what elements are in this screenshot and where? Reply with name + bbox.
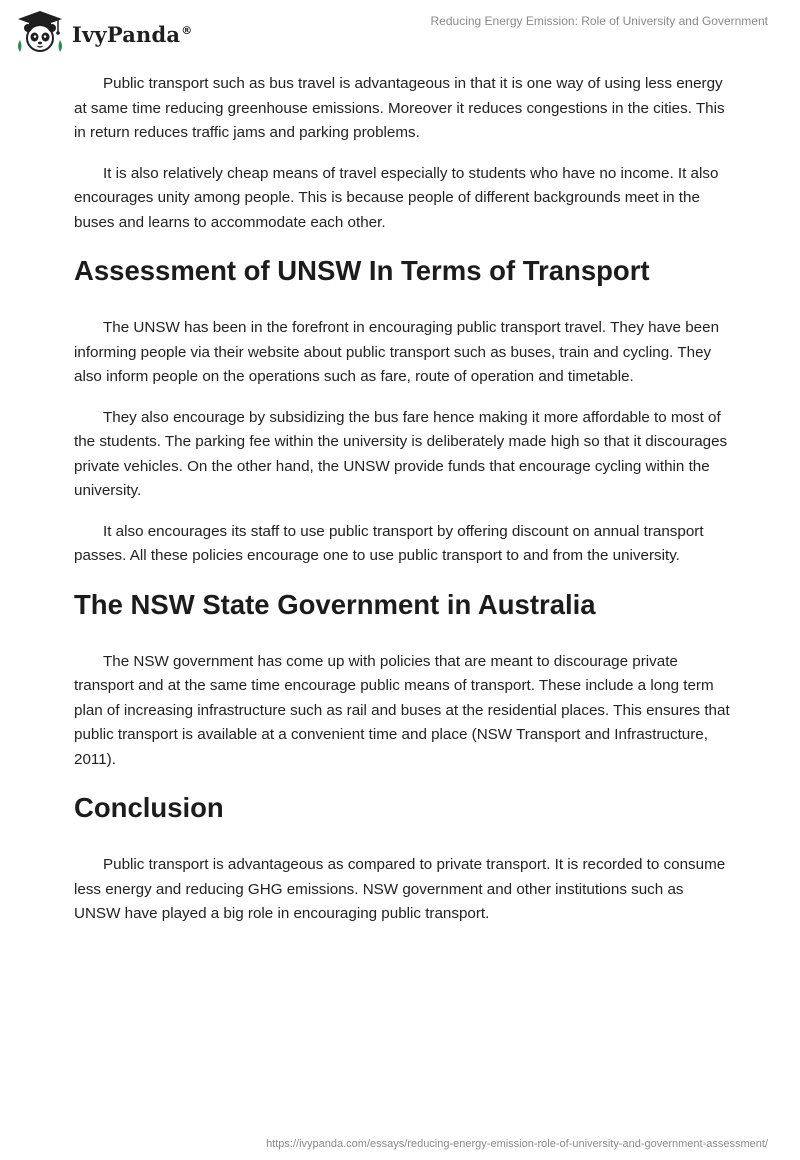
paragraph: The NSW government has come up with policies that are meant to discourage private transport and at the same time encourage public means of transport. These include a long term plan of increasing infrastructure such as rail and buses at the residential places. This ensures that public transport is available at a convenient time and place (NSW Transport and Infrastructure, 2011). [74, 652, 730, 768]
essay-content [74, 72, 734, 943]
panda-graduate-icon [14, 10, 66, 54]
paragraph: They also encourage by subsidizing the bus fare hence making it more affordable to most of the students. The parking fee within the university is deliberately made high so that it discourages private vehicles. On the other hand, the UNSW provide funds that encourage cycling within the university. [74, 408, 728, 499]
document-title: Reducing Energy Emission: Role of University and Government [430, 14, 768, 28]
logo-text: IvyPanda® [72, 21, 193, 47]
paragraph: Public transport is advantageous as compared to private transport. It is recorded to consume less energy and reducing GHG emissions. NSW government and other institutions such as UNSW have played a big role in encouraging public transport. [74, 856, 726, 922]
paragraph: The UNSW has been in the forefront in encouraging public transport travel. They have been informing people via their website about public transport such as buses, train and cycling. They also inform people on the operations such as fare, route of operation and timetable. [74, 319, 720, 385]
page-header [0, 0, 800, 62]
registered-mark: ® [181, 23, 193, 37]
paragraph: It is also relatively cheap means of travel especially to students who have no income. It also encourages unity among people. This is because people of different backgrounds meet in the buses and learns to accommodate each other. [74, 164, 719, 231]
section-heading-nsw: The NSW State Government in Australia [74, 588, 596, 620]
source-url-link[interactable]: https://ivypanda.com/essays/reducing-energy-emission-role-of-university-and-government-assessment/ [266, 1138, 768, 1150]
section-heading-conclusion: Conclusion [74, 792, 224, 823]
paragraph: It also encourages its staff to use public transport by offering discount on annual transport passes. All these policies encourage one to use public transport to and from the university. [74, 522, 704, 564]
section-heading-unsw: Assessment of UNSW In Terms of Transport [74, 255, 650, 286]
ivypanda-logo[interactable] [14, 10, 192, 54]
paragraph: Public transport such as bus travel is advantageous in that it is one way of using less energy at same time reducing greenhouse emissions. Moreover it reduces congestions in the cities. This in return reduces traffic jams and parking problems. [74, 75, 725, 141]
